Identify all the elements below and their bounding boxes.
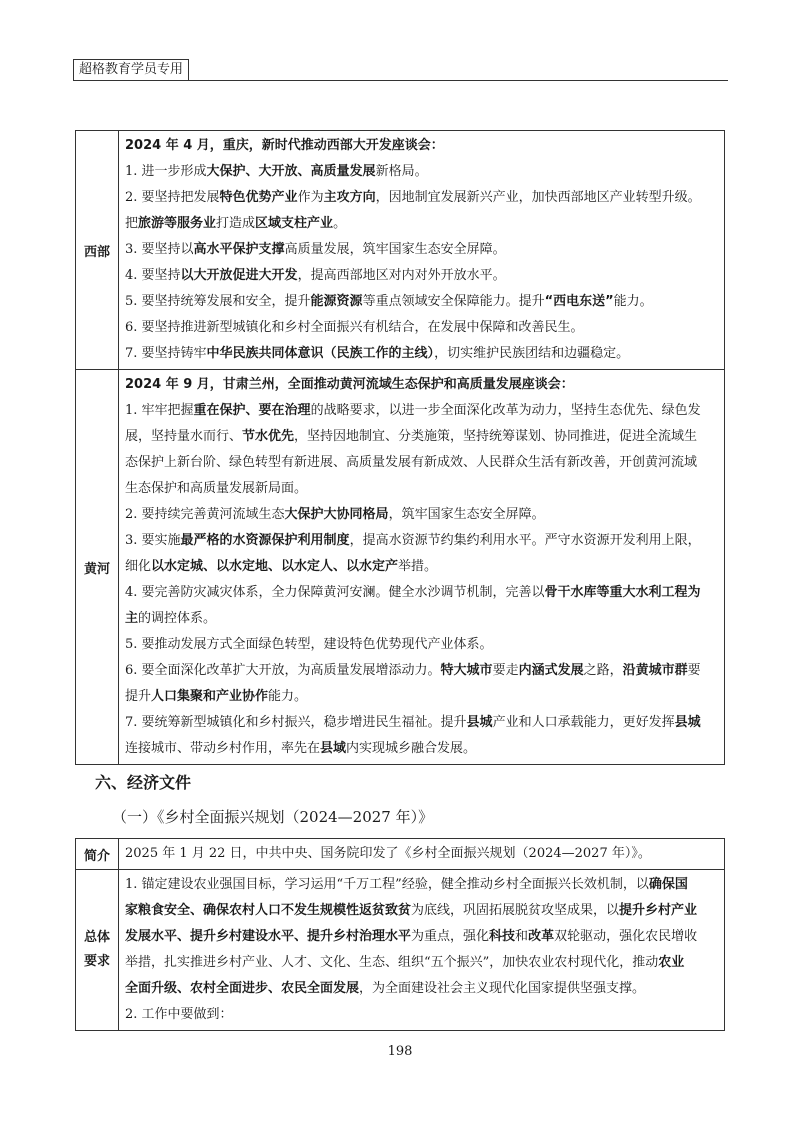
text-run: 举措，扎实推进乡村产业、人才、文化、生态、组织“五个振兴”，加快农业农村现代化，推动 bbox=[125, 955, 659, 970]
content-line bbox=[125, 185, 718, 211]
table-row bbox=[76, 370, 725, 765]
text-run: 等重点领域安全保障能力。提升 bbox=[362, 294, 545, 309]
bold-run: 中华民族共同体意识（民族工作的主线） bbox=[206, 346, 435, 361]
row-content bbox=[119, 131, 725, 370]
text-run: ，因地制宜发展新兴产业，加快西部地区产业转型升级。 bbox=[375, 190, 701, 205]
content-line bbox=[125, 476, 718, 502]
bold-run: 科技 bbox=[489, 929, 516, 944]
text-run: 举措。 bbox=[398, 559, 438, 574]
bold-run: 人口集聚和产业协作 bbox=[151, 689, 269, 704]
bold-run: 全面升级、农村全面进步、农民全面发展 bbox=[125, 981, 360, 996]
policy-table bbox=[75, 130, 725, 765]
bold-run: 骨干水库等重大水利工程为 bbox=[544, 585, 701, 600]
content-line bbox=[125, 632, 718, 658]
bold-run: 大保护大协同格局 bbox=[284, 507, 389, 522]
content-line bbox=[125, 424, 718, 450]
content-line bbox=[125, 341, 718, 367]
text-run: ，提高西部地区对内对外开放水平。 bbox=[297, 268, 506, 283]
content-line bbox=[125, 710, 718, 736]
content-line bbox=[125, 159, 718, 185]
bold-run: 特色优势产业 bbox=[219, 190, 298, 205]
text-run: 作为 bbox=[297, 190, 324, 205]
bold-run: 重在保护、要在治理 bbox=[193, 403, 311, 418]
text-run: 和 bbox=[515, 929, 529, 944]
bold-run: 大保护、大开放、高质量发展 bbox=[206, 164, 376, 179]
text-run: 产业和人口承载能力，更好发挥 bbox=[492, 715, 675, 730]
text-run: 4. 要完善防灾减灾体系，全力保障黄河安澜。健全水沙调节机制，完善以 bbox=[125, 585, 545, 600]
text-run: ，提高水资源节约集约利用水平。严守水资源开发利用上限， bbox=[349, 533, 701, 548]
text-run: ，筑牢国家生态安全屏障。 bbox=[388, 507, 545, 522]
bold-run: 确保国 bbox=[648, 877, 688, 892]
bold-run: 内涵式发展 bbox=[518, 663, 584, 678]
requirements-label-line1: 总体 bbox=[83, 930, 110, 945]
content-line bbox=[125, 315, 718, 341]
content-line bbox=[125, 289, 718, 315]
row-content bbox=[119, 370, 725, 765]
bold-run: 县城 bbox=[466, 715, 493, 730]
bold-run: 特大城市 bbox=[440, 663, 493, 678]
text-run: 。 bbox=[333, 216, 347, 231]
bold-run: 发展水平、提升乡村建设水平、提升乡村治理水平 bbox=[125, 929, 412, 944]
bold-run: 县域 bbox=[320, 741, 347, 756]
bold-run: 主攻方向 bbox=[323, 190, 376, 205]
content-line bbox=[125, 736, 718, 762]
content-line bbox=[125, 580, 718, 606]
text-run: ，坚持因地制宜、分类施策，坚持统筹谋划、协同推进，促进全流域生 bbox=[294, 429, 698, 444]
content-line bbox=[125, 528, 718, 554]
content-line bbox=[125, 211, 718, 237]
text-run: 细化 bbox=[125, 559, 152, 574]
bold-run: 提升乡村产业 bbox=[619, 903, 698, 918]
bold-run: 改革 bbox=[528, 929, 555, 944]
text-run: 内实现城乡融合发展。 bbox=[346, 741, 477, 756]
requirement-line bbox=[125, 872, 718, 898]
text-run: 的战略要求，以进一步全面深化改革为动力，坚持生态优先、绿色发 bbox=[310, 403, 701, 418]
text-run: 2. 要坚持把发展 bbox=[125, 190, 220, 205]
requirements-label bbox=[76, 870, 119, 1031]
text-run: 连接城市、带动乡村作用，率先在 bbox=[125, 741, 321, 756]
section-subtitle: （一）《乡村全面振兴规划（2024—2027 年）》 bbox=[112, 808, 434, 826]
section-title: 六、经济文件 bbox=[95, 773, 192, 792]
text-run: ，为全面建设社会主义现代化国家提供坚强支撑。 bbox=[359, 981, 646, 996]
bold-run: 农业 bbox=[658, 955, 685, 970]
row-title: 2024 年 9 月，甘肃兰州，全面推动黄河流域生态保护和高质量发展座谈会： bbox=[125, 377, 574, 392]
intro-row bbox=[76, 839, 725, 870]
content-line bbox=[125, 606, 718, 632]
text-run: 能力。 bbox=[613, 294, 653, 309]
content-line bbox=[125, 502, 718, 528]
bold-run: 最严格的水资源保护利用制度 bbox=[180, 533, 350, 548]
bold-run: 高水平保护支撑 bbox=[193, 242, 285, 257]
bold-run: 沿黄城市群 bbox=[622, 663, 688, 678]
bold-run: 主 bbox=[125, 611, 139, 626]
row-title: 2024 年 4 月，重庆，新时代推动西部大开发座谈会： bbox=[125, 138, 444, 153]
text-run: 4. 要坚持 bbox=[125, 268, 181, 283]
text-run: 6. 要坚持推进新型城镇化和乡村全面振兴有机结合，在发展中保障和改善民生。 bbox=[125, 320, 584, 335]
text-run: ，切实维护民族团结和边疆稳定。 bbox=[434, 346, 630, 361]
content-line bbox=[125, 684, 718, 710]
requirement-line bbox=[125, 924, 718, 950]
text-run: 新格局。 bbox=[375, 164, 428, 179]
bold-run: 旅游等服务业 bbox=[138, 216, 217, 231]
requirements-label-line2: 要求 bbox=[83, 954, 110, 969]
text-run: 3. 要坚持以 bbox=[125, 242, 194, 257]
text-run: 把 bbox=[125, 216, 139, 231]
text-run: 双轮驱动，强化农民增收 bbox=[554, 929, 698, 944]
content-line bbox=[125, 450, 718, 476]
page-number: 198 bbox=[387, 1044, 413, 1059]
bold-run: 以大开放促进大开发 bbox=[180, 268, 298, 283]
header-tag: 超格教育学员专用 bbox=[73, 59, 189, 81]
row-label: 黄河 bbox=[76, 370, 119, 765]
text-run: 1. 进一步形成 bbox=[125, 164, 207, 179]
text-run: 高质量发展，筑牢国家生态安全屏障。 bbox=[284, 242, 506, 257]
bold-run: 节水优先 bbox=[242, 429, 295, 444]
bold-run: 县城 bbox=[674, 715, 701, 730]
content-line bbox=[125, 398, 718, 424]
text-run: 展，坚持量水而行、 bbox=[125, 429, 243, 444]
text-run: 能力。 bbox=[268, 689, 308, 704]
text-run: 的调控体系。 bbox=[138, 611, 217, 626]
text-run: 5. 要推动发展方式全面绿色转型，建设特色优势现代产业体系。 bbox=[125, 637, 493, 652]
text-run: 打造成 bbox=[216, 216, 256, 231]
requirement-line bbox=[125, 976, 718, 1002]
header-rule bbox=[73, 80, 728, 81]
text-run: 要走 bbox=[492, 663, 519, 678]
content-line bbox=[125, 237, 718, 263]
text-run: 1. 锚定建设农业强国目标，学习运用“千万工程”经验，健全推动乡村全面振兴长效机制，以 bbox=[125, 877, 649, 892]
bold-run: 家粮食安全、确保农村人口不发生规模性返贫致贫 bbox=[125, 903, 412, 918]
text-run: 为重点，强化 bbox=[411, 929, 490, 944]
text-run: 3. 要实施 bbox=[125, 533, 181, 548]
text-run: 6. 要全面深化改革扩大开放，为高质量发展增添动力。 bbox=[125, 663, 441, 678]
text-run: 1. 牢牢把握 bbox=[125, 403, 194, 418]
text-run: 态保护上新台阶、绿色转型有新进展、高质量发展有新成效、人民群众生活有新改善，开创黄河流域 bbox=[125, 455, 698, 470]
content-line bbox=[125, 554, 718, 580]
row-label: 西部 bbox=[76, 131, 119, 370]
text-run: 要 bbox=[687, 663, 701, 678]
text-run: 提升 bbox=[125, 689, 152, 704]
text-run: 7. 要统筹新型城镇化和乡村振兴，稳步增进民生福祉。提升 bbox=[125, 715, 467, 730]
requirements-content bbox=[119, 870, 725, 1031]
text-run: 之路， bbox=[583, 663, 623, 678]
bold-run: 以水定城、以水定地、以水定人、以水定产 bbox=[151, 559, 399, 574]
table-row bbox=[76, 131, 725, 370]
plan-table bbox=[75, 838, 725, 1031]
bold-run: “西电东送” bbox=[544, 294, 614, 309]
text-run: 2. 工作中要做到： bbox=[125, 1007, 233, 1022]
requirement-line bbox=[125, 950, 718, 976]
intro-text: 2025 年 1 月 22 日，中共中央、国务院印发了《乡村全面振兴规划（2024—2027 年）》。 bbox=[119, 839, 725, 870]
text-run: 7. 要坚持铸牢 bbox=[125, 346, 207, 361]
text-run: 生态保护和高质量发展新局面。 bbox=[125, 481, 308, 496]
requirement-line bbox=[125, 1002, 718, 1028]
text-run: 2. 要持续完善黄河流域生态 bbox=[125, 507, 285, 522]
requirements-row bbox=[76, 870, 725, 1031]
requirement-line bbox=[125, 898, 718, 924]
text-run: 5. 要坚持统筹发展和安全，提升 bbox=[125, 294, 311, 309]
bold-run: 能源资源 bbox=[310, 294, 363, 309]
bold-run: 区域支柱产业 bbox=[255, 216, 334, 231]
intro-label: 简介 bbox=[76, 839, 119, 870]
content-line bbox=[125, 658, 718, 684]
content-line bbox=[125, 263, 718, 289]
text-run: 为底线，巩固拓展脱贫攻坚成果，以 bbox=[411, 903, 620, 918]
